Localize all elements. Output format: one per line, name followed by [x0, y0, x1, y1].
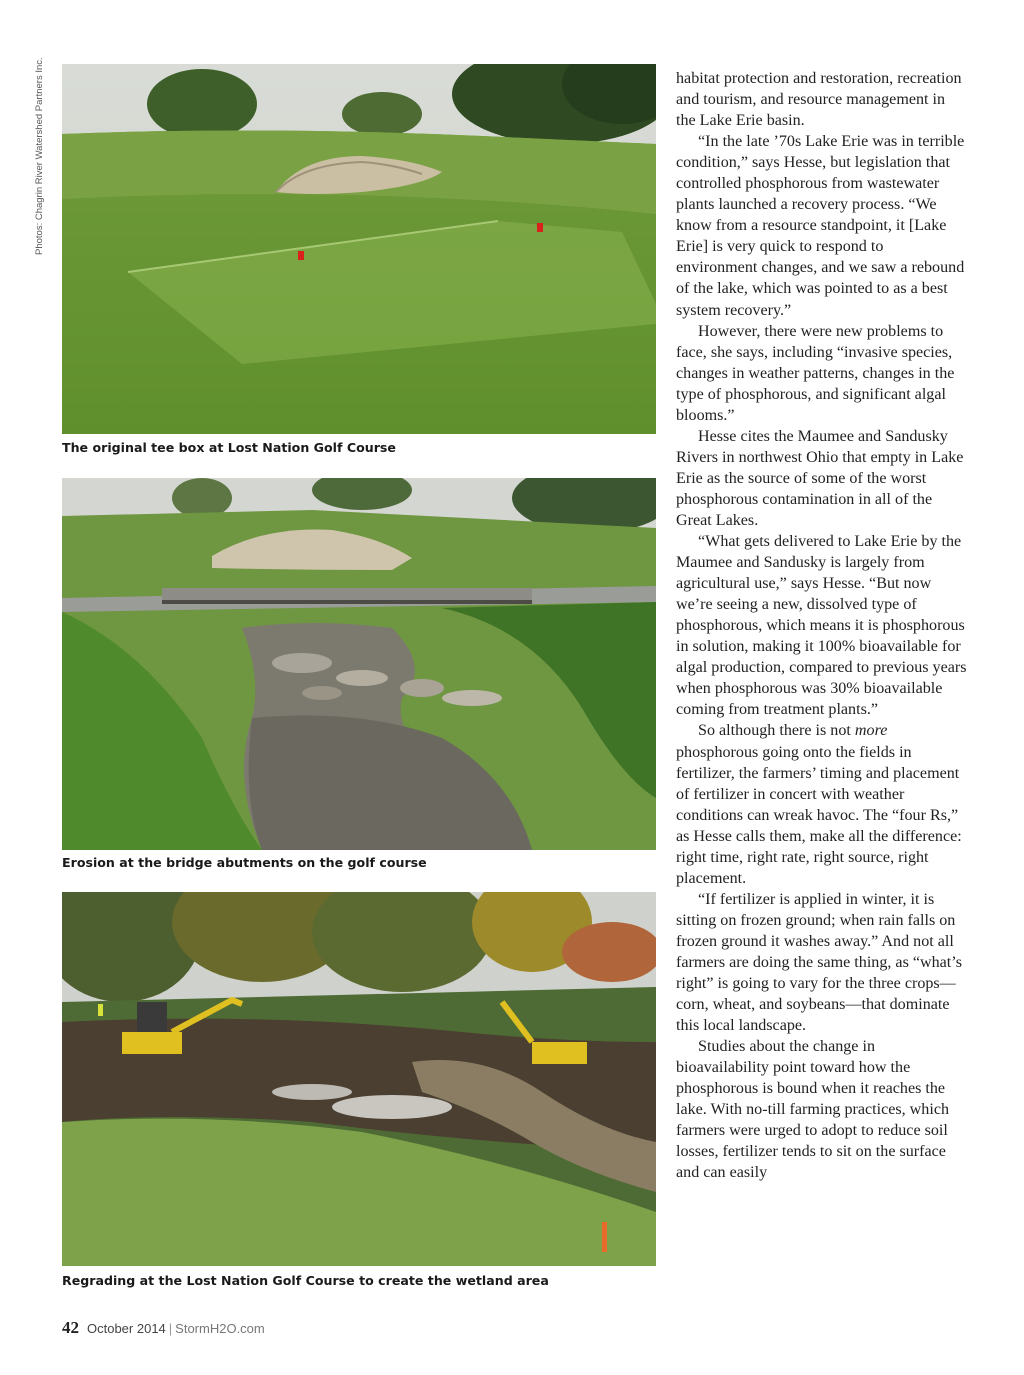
article-paragraph: Studies about the change in bioavailability point toward how the phosphorous is bound when it reaches the lake. With no-till farming practices, which farmers were urged to adopt to reduce soil losses, fertilizer tends to sit on the surface and can easily	[676, 1038, 950, 1182]
article-paragraph: habitat protection and restoration, recreation and tourism, and resource management in the Lake Erie basin.	[676, 70, 962, 130]
article-paragraph: “If fertilizer is applied in winter, it is sitting on frozen ground; when rain falls on frozen ground it washes away.” And not all farmers are doing the same thing, as “what’s right” is going to vary for the three crops—corn, wheat, and soybeans—that dominate this local landscape.	[676, 890, 963, 1035]
photo-regrading	[62, 892, 656, 1266]
issue-date: October 2014	[87, 1321, 166, 1336]
article-text: phosphorous going onto the fields in fertilizer, the farmers’ timing and placement of fertilizer in concert with weather conditions can wreak havoc. The “four Rs,” as Hesse calls them, make all the difference: right time, right rate, right source, right placement.	[676, 743, 962, 887]
site-name: StormH2O.com	[175, 1321, 265, 1336]
article-paragraph: However, there were new problems to face, she says, including “invasive species, changes in weather patterns, changes in the type of phosphorous, and significant algal blooms.”	[676, 322, 955, 424]
photo-bridge-erosion	[62, 478, 656, 850]
caption-regrading: Regrading at the Lost Nation Golf Course to create the wetland area	[62, 1273, 549, 1288]
caption-tee-box: The original tee box at Lost Nation Golf Course	[62, 440, 396, 455]
article-emphasis: more	[854, 722, 888, 740]
footer-separator: |	[168, 1321, 173, 1336]
article-column	[676, 68, 968, 1183]
page-number: 42	[62, 1318, 79, 1337]
article-paragraph: “What gets delivered to Lake Erie by the Maumee and Sandusky is largely from agricultural use,” says Hesse. “But now we’re seeing a new, dissolved type of phosphorous, which means it is phosphorous in solution, making it 100% bioavailable for algal production, compared to previous years when phosphorous was 30% bioavailable coming from treatment plants.”	[676, 533, 967, 719]
caption-bridge-erosion: Erosion at the bridge abutments on the golf course	[62, 855, 427, 870]
article-text: So although there is not	[698, 722, 855, 740]
article-paragraph: Hesse cites the Maumee and Sandusky Rivers in northwest Ohio that empty in Lake Erie as the source of some of the worst phosphorous contamination in all of the Great Lakes.	[676, 427, 964, 529]
photo-tee-box	[62, 64, 656, 434]
page-footer	[62, 1318, 265, 1338]
article-paragraph: “In the late ’70s Lake Erie was in terrible condition,” says Hesse, but legislation that controlled phosphorous from wastewater plants launched a recovery process. “We know from a resource standpoint, it [Lake Erie] is very quick to respond to environment changes, and we saw a rebound of the lake, which was pointed to as a best system recovery.”	[676, 133, 965, 319]
article-paragraph	[676, 720, 968, 888]
photo-credit: Photos: Chagrin River Watershed Partners Inc.	[34, 57, 45, 255]
